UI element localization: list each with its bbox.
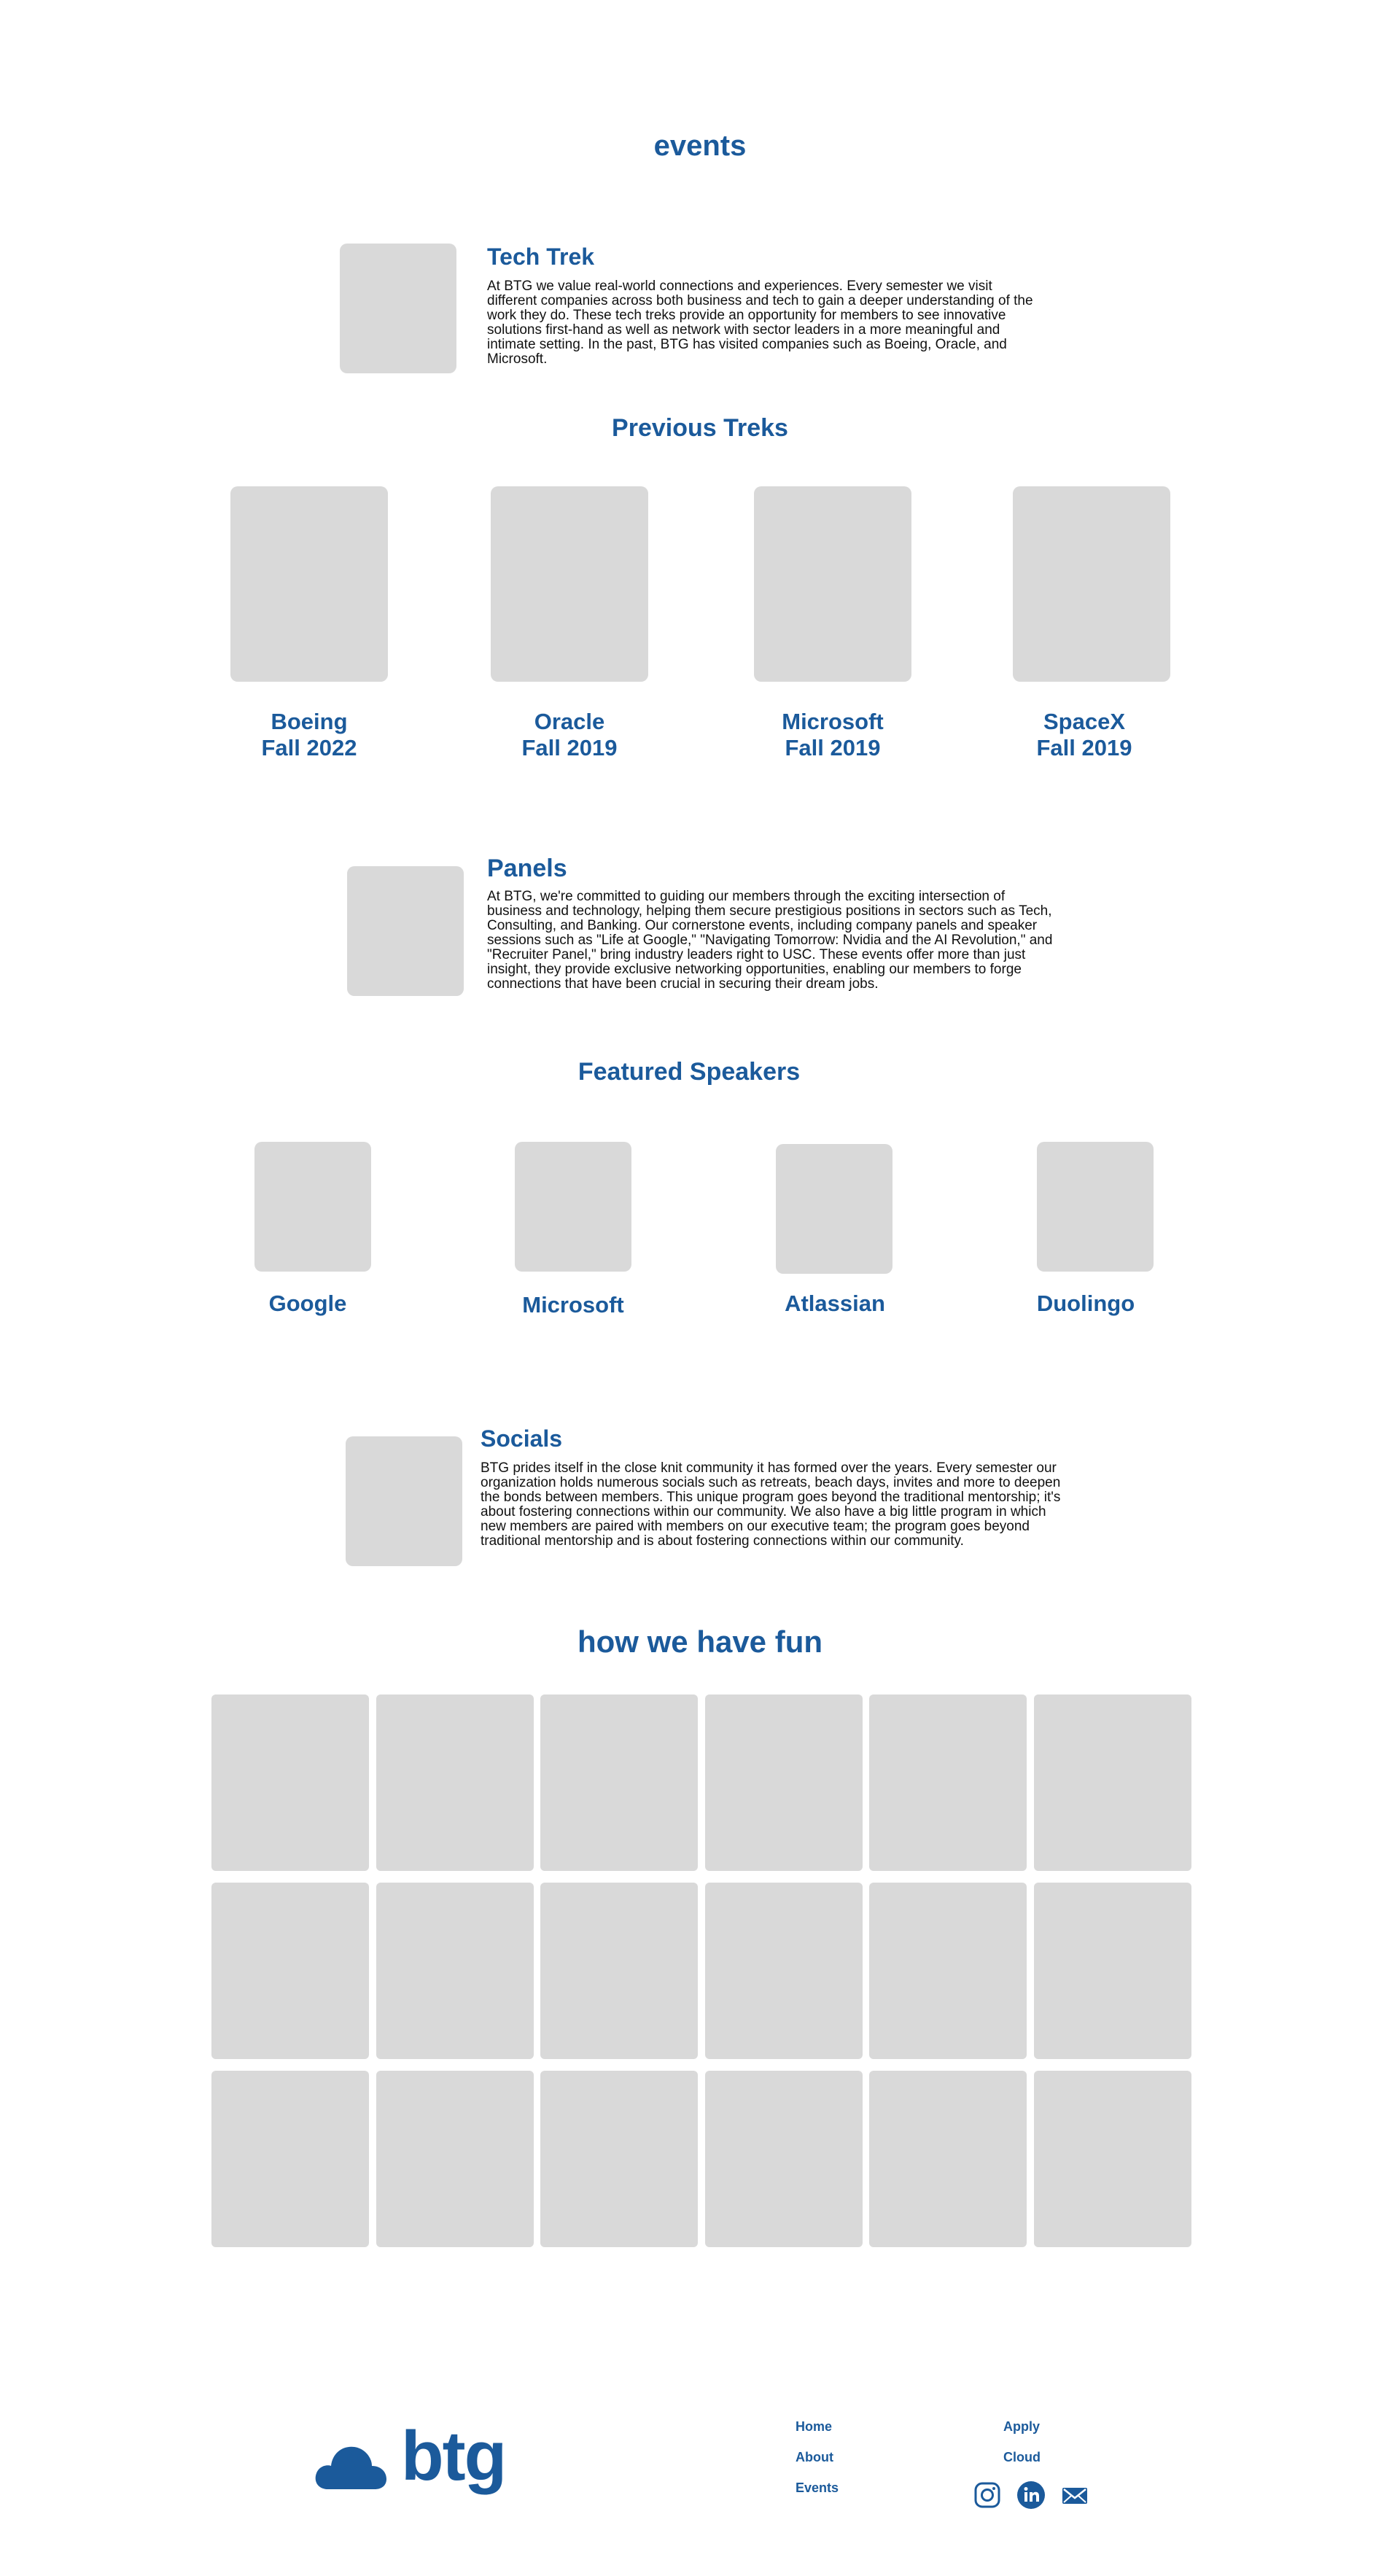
speaker-name-atlassian: Atlassian (785, 1291, 885, 1316)
speaker-image-duolingo (1037, 1142, 1154, 1272)
gallery-photo (211, 1694, 369, 1871)
speaker-image-google (254, 1142, 371, 1272)
trek-term: Fall 2019 (1036, 735, 1132, 760)
socials-body: BTG prides itself in the close knit community it has formed over the years. Every semester our organization holds numerous socials such as retreats, beach days, invites and more to deepen the bonds between members. This unique program goes beyond the traditional mentorship; it's about fostering connections within our community. We also have a big little program in which new members are paired with members on our executive team; the program goes beyond traditional mentorship and is about fostering connections within our community. (481, 1460, 1061, 1549)
gallery-photo (540, 1694, 698, 1871)
gallery-photo (540, 2071, 698, 2247)
trek-image-spacex (1013, 486, 1170, 682)
footer-logo[interactable] (314, 2417, 518, 2501)
speaker-name-duolingo: Duolingo (1036, 1291, 1135, 1316)
trek-caption-spacex (989, 709, 1179, 761)
gallery-photo (211, 2071, 369, 2247)
trek-company: Microsoft (782, 709, 884, 734)
panels-title: Panels (487, 855, 567, 882)
gallery-photo (705, 2071, 863, 2247)
gallery-photo (705, 1694, 863, 1871)
trek-term: Fall 2019 (785, 735, 881, 760)
trek-term: Fall 2022 (261, 735, 357, 760)
footer-link-apply[interactable]: Apply (1003, 2419, 1041, 2434)
panels-body: At BTG, we're committed to guiding our members through the exciting intersection of business and technology, helping them secure prestigious positions in sectors such as Tech, Consulting, and Banking. Our cornerstone events, including company panels and speaker sessions such as "Life at Google," "Navigating Tomorrow: Nvidia and the AI Revolution," and "Recruiter Panel," bring industry leaders right to USC. These events offer more than just insight, they provide exclusive networking opportunities, enabling our members to forge connections that have been crucial in securing their dream jobs. (487, 889, 1053, 992)
gallery-photo (869, 1694, 1027, 1871)
gallery-photo (869, 1883, 1027, 2059)
tech-trek-body: At BTG we value real-world connections and experiences. Every semester we visit different companies across both business and tech to gain a deeper understanding of the work they do. These tech treks provide an opportunity for members to see innovative solutions first-hand as well as network with sector leaders in a more meaningful and intimate setting. In the past, BTG has visited companies such as Boeing, Oracle, and Microsoft. (487, 279, 1033, 367)
gallery-photo (869, 2071, 1027, 2247)
trek-caption-microsoft (738, 709, 928, 761)
trek-company: Oracle (534, 709, 605, 734)
cloud-icon (314, 2437, 388, 2495)
gallery-photo (1034, 2071, 1191, 2247)
trek-image-boeing (230, 486, 388, 682)
linkedin-icon[interactable] (1016, 2480, 1046, 2510)
gallery-photo (540, 1883, 698, 2059)
gallery-photo (376, 1883, 534, 2059)
socials-title: Socials (481, 1425, 563, 1452)
tech-trek-image (340, 244, 456, 373)
footer-link-events[interactable]: Events (796, 2480, 839, 2495)
trek-image-oracle (491, 486, 648, 682)
gallery-photo (376, 1694, 534, 1871)
tech-trek-title: Tech Trek (487, 244, 595, 270)
instagram-icon[interactable] (973, 2480, 1002, 2510)
gallery-photo (211, 1883, 369, 2059)
speaker-name-google: Google (268, 1291, 347, 1316)
email-icon[interactable] (1060, 2480, 1089, 2510)
featured-speakers-heading: Featured Speakers (578, 1058, 801, 1086)
gallery-heading: how we have fun (577, 1624, 823, 1659)
photo-gallery (211, 1694, 1189, 2247)
trek-company: SpaceX (1043, 709, 1125, 734)
trek-caption-boeing (214, 709, 404, 761)
page-title: events (653, 130, 747, 162)
socials-image (346, 1436, 462, 1566)
trek-image-microsoft (754, 486, 911, 682)
footer-link-about[interactable]: About (796, 2450, 833, 2464)
footer-link-cloud[interactable]: Cloud (1003, 2450, 1041, 2464)
logo-wordmark: btg (401, 2417, 506, 2495)
speaker-image-atlassian (776, 1144, 892, 1274)
gallery-photo (1034, 1694, 1191, 1871)
previous-treks-heading: Previous Treks (612, 414, 788, 442)
trek-term: Fall 2019 (521, 735, 618, 760)
gallery-photo (1034, 1883, 1191, 2059)
trek-caption-oracle (475, 709, 664, 761)
speaker-image-microsoft (515, 1142, 631, 1272)
gallery-photo (376, 2071, 534, 2247)
speaker-name-microsoft: Microsoft (522, 1292, 624, 1318)
footer-link-home[interactable]: Home (796, 2419, 833, 2434)
trek-company: Boeing (271, 709, 348, 734)
panels-image (347, 866, 464, 996)
gallery-photo (705, 1883, 863, 2059)
